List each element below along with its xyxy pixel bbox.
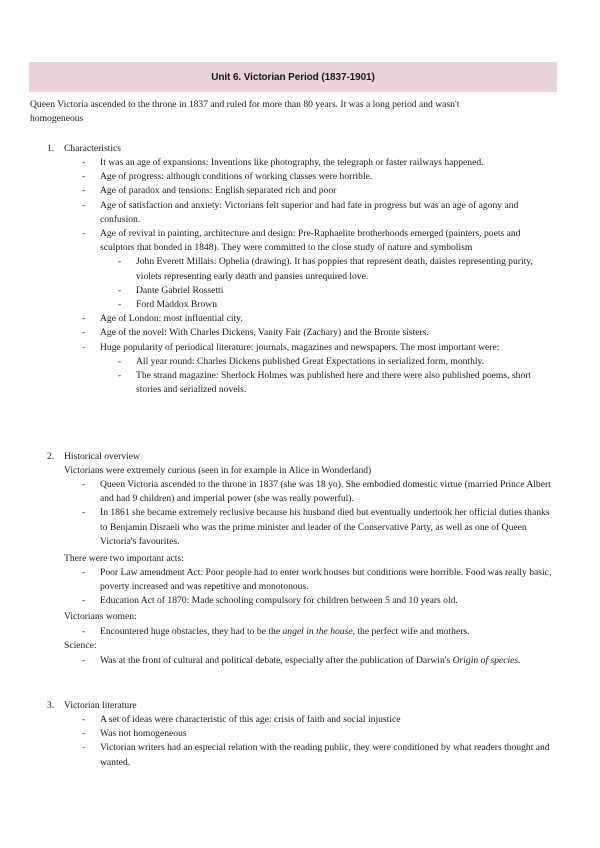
sub-list-item: - Ford Maddox Brown	[118, 299, 218, 311]
page-title: Unit 6. Victorian Period (1837-1901)	[211, 72, 375, 83]
list-item: - Age of paradox and tensions: English separated rich and poor	[82, 185, 337, 197]
list-item: - Queen Victoria ascended to the throne in 1837 (she was 18 yo). She embodied domestic virtue (married Prince Albert and had 9 children) and imperial power (she was really powerful).	[82, 479, 551, 505]
periodical-sublist	[118, 355, 557, 398]
paragraph: Science:	[64, 640, 97, 651]
section-heading: Victorian literature	[64, 700, 137, 711]
intro-line: Queen Victoria ascended to the throne in 1837 and ruled for more than 80 years. It was a long period and wasn't	[30, 99, 460, 110]
list-item: - Age of progress: although conditions of working classes were horrible.	[82, 171, 373, 183]
paragraph: Victorians were extremely curious (seen in for example in Alice in Wonderland)	[64, 465, 372, 476]
sub-list-item: - The strand magazine: Sherlock Holmes was published here and there were also published poems, short stories and serialized novels.	[118, 370, 532, 396]
list-item: - Huge popularity of periodical literature: journals, magazines and newspapers. The most important were: - All year round: Charles Dickens published Great Expectations in serialized form, monthly. - The strand magazine: Sherlock Holmes was published here and there were also published poems, short stories and serialized novels.	[82, 341, 557, 398]
science-list	[82, 654, 557, 668]
paragraph: Victorians women:	[64, 611, 137, 622]
history-list	[82, 478, 557, 549]
list-item: - Age of London: most influential city.	[82, 313, 243, 325]
paragraph: There were two important acts:	[64, 553, 184, 564]
acts-list	[82, 566, 557, 609]
list-item: - In 1861 she became extremely reclusive because his husband died but eventually undertook her official duties thanks to Benjamin Disraeli who was the prime minister and leader of the Conservative Party, as well as one of Queen Victoria's favourites.	[82, 507, 550, 547]
revival-sublist	[118, 255, 557, 312]
sub-list-item: - Dante Gabriel Rossetti	[118, 284, 224, 296]
list-item: - It was an age of expansions: Inventions like photography, the telegraph or faster railways happened.	[82, 157, 484, 168]
list-item: - Was not homogeneous	[82, 728, 187, 740]
section-number: 1.	[47, 143, 55, 154]
characteristics-list	[82, 156, 557, 397]
list-item: - Encountered huge obstacles, they had to be the angel in the house, the perfect wife and mothers.	[82, 626, 470, 637]
intro-line: homogeneous	[30, 113, 84, 125]
section-heading: Characteristics	[64, 143, 122, 154]
list-item: - A set of ideas were characteristic of this age: crisis of faith and social injustice	[82, 714, 401, 725]
sub-list-item: - John Everett Millais: Ophelia (drawing). It has poppies that represent death, daisies representing purity, violets representing early death and pansies unrequired love.	[118, 256, 533, 282]
list-item: - Was at the front of cultural and political debate, especially after the publication of Darwin's Origin of species.	[82, 655, 521, 666]
section-number: 3.	[47, 700, 55, 711]
list-item: - Age of satisfaction and anxiety: Victorians felt superior and had fate in progress but was an age of agony and confusion.	[82, 199, 519, 225]
intro-paragraph	[30, 98, 570, 126]
section-heading: Historical overview	[64, 451, 140, 462]
sub-list-item: - All year round: Charles Dickens published Great Expectations in serialized form, monthly.	[118, 355, 485, 367]
list-item: - Victorian writers had an especial relation with the reading public, they were conditioned by what readers thought and wanted.	[82, 742, 550, 768]
literature-list	[82, 713, 557, 770]
title-band	[29, 62, 557, 92]
list-item: - Education Act of 1870: Made schooling compulsory for children between 5 and 10 years old.	[82, 595, 458, 607]
list-item: - Age of revival in painting, architecture and design: Pre-Raphaelite brotherhoods emerged (painters, poets and sculptors that bonded in 1848). They were committed to the close study of nature and symbolism - John Everett Millais: Ophelia (drawing). It has poppies that represent death, daisies representing purity, violets representing early death and pansies unrequired love. - Dante Gabriel Rossetti - Ford Maddox Brown	[82, 227, 557, 312]
women-list	[82, 625, 557, 639]
section-number: 2.	[47, 451, 55, 462]
list-item: - Poor Law amendment Act: Poor people had to enter work houses but conditions were horrible. Food was really basic, poverty increased and was repetitive and monotonous.	[82, 567, 552, 593]
list-item: - Age of the novel: With Charles Dickens, Vanity Fair (Zachary) and the Bronte sisters.	[82, 327, 429, 339]
